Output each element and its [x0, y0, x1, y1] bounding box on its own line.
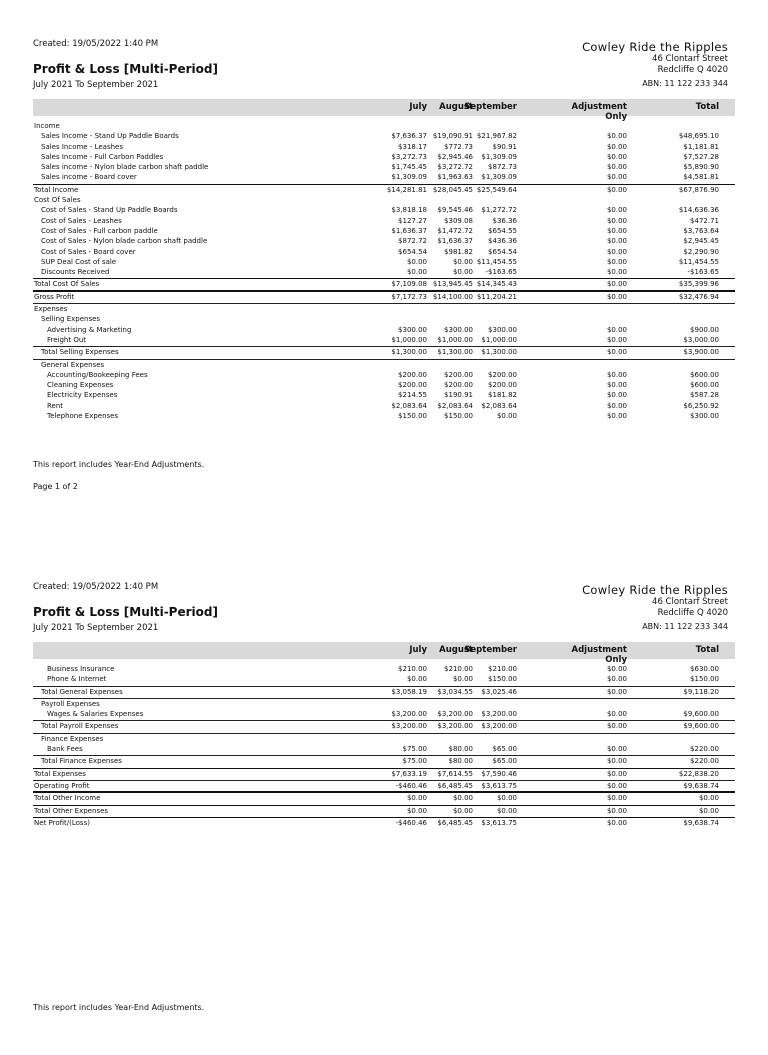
row-value: $1,636.37 [391, 226, 427, 235]
company-abn: ABN: 11 122 233 344 [642, 622, 728, 631]
row-value: $1,181.81 [683, 142, 719, 151]
company-address-line2: Redcliffe Q 4020 [657, 65, 728, 75]
row-value: $1,309.09 [481, 152, 517, 161]
report-title: Profit & Loss [Multi-Period] [33, 62, 218, 76]
table-row [33, 370, 735, 380]
row-label: Net Profit/(Loss) [34, 818, 90, 827]
row-value: $0.00 [452, 675, 473, 684]
row-value: $0.00 [452, 268, 473, 277]
row-value: $32,476.94 [678, 292, 719, 301]
col-header-september: September [464, 102, 517, 112]
row-label: Sales Income - Full Carbon Paddles [41, 152, 164, 161]
row-label: SUP Deal Cost of sale [41, 257, 117, 266]
row-value: $0.00 [606, 325, 627, 334]
row-value: $7,527.28 [683, 152, 719, 161]
row-value: $11,454.55 [476, 257, 517, 266]
row-label: Total Selling Expenses [41, 348, 119, 357]
row-label: Total Other Expenses [34, 806, 109, 815]
row-value: $0.00 [606, 745, 627, 754]
table-row [33, 236, 735, 246]
row-value: $0.00 [606, 292, 627, 301]
row-value: $0.00 [606, 268, 627, 277]
row-value: $214.55 [398, 391, 427, 400]
row-value: $1,745.45 [391, 163, 427, 172]
table-row [33, 674, 735, 684]
row-value: $28,045.45 [432, 185, 473, 194]
row-value: $1,309.09 [481, 173, 517, 182]
row-value: $9,545.46 [437, 206, 473, 215]
row-value: $0.00 [606, 665, 627, 673]
row-value: $25,549.64 [476, 185, 517, 194]
row-label: Total Expenses [34, 769, 86, 778]
col-header-total: Total [695, 102, 719, 112]
row-label: Sales Income - Stand Up Paddle Boards [41, 132, 179, 141]
company-abn: ABN: 11 122 233 344 [642, 79, 728, 88]
row-label: Wages & Salaries Expenses [47, 710, 144, 719]
report-date-range: July 2021 To September 2021 [33, 623, 159, 633]
table-row [33, 780, 735, 791]
row-label: Business Insurance [47, 665, 115, 673]
row-value: $3,200.00 [437, 710, 473, 719]
row-value: -$460.46 [395, 818, 427, 827]
row-value: $80.00 [448, 757, 473, 766]
row-label: Phone & Internet [47, 675, 107, 684]
row-value: $80.00 [448, 745, 473, 754]
col-header-september: September [464, 645, 517, 655]
row-value: $200.00 [488, 370, 517, 379]
row-value: $0.00 [606, 757, 627, 766]
row-value: $300.00 [398, 325, 427, 334]
company-address-line2: Redcliffe Q 4020 [657, 608, 728, 618]
row-value: $2,945.46 [437, 152, 473, 161]
row-value: $3,763.64 [683, 226, 719, 235]
row-value: $21,967.82 [476, 132, 517, 141]
row-value: $900.00 [690, 325, 719, 334]
row-label: Cleaning Expenses [47, 381, 114, 390]
row-value: $300.00 [444, 325, 473, 334]
table-row [33, 152, 735, 162]
table-row [33, 172, 735, 182]
row-value: $0.00 [406, 257, 427, 266]
row-value: $7,109.08 [391, 280, 427, 289]
row-value: $0.00 [606, 769, 627, 778]
row-value: $3,000.00 [683, 335, 719, 344]
table-row [33, 411, 735, 421]
row-value: $22,838.20 [678, 769, 719, 778]
row-value: $36.36 [492, 216, 517, 225]
row-value: $200.00 [444, 381, 473, 390]
row-value: $210.00 [444, 665, 473, 673]
row-value: $1,272.72 [481, 206, 517, 215]
row-label: Gross Profit [34, 292, 75, 301]
table-row [33, 390, 735, 400]
row-value: $181.82 [488, 391, 517, 400]
row-value: $3,613.75 [481, 818, 517, 827]
row-label: Cost of Sales - Leashes [41, 216, 122, 225]
table-row [33, 401, 735, 411]
row-value: $2,083.64 [437, 401, 473, 410]
row-value: $0.00 [606, 412, 627, 421]
row-label: Cost of Sales - Nylon blade carbon shaft paddle [41, 237, 208, 246]
row-label: Sales Income - Leashes [41, 142, 124, 151]
row-value: $0.00 [452, 257, 473, 266]
row-value: $13,945.45 [432, 280, 473, 289]
company-block [582, 40, 728, 88]
table-row [33, 131, 735, 141]
created-stamp: Created: 19/05/2022 1:40 PM [33, 582, 159, 592]
row-value: $6,250.92 [683, 401, 719, 410]
table-row [33, 205, 735, 215]
row-value: $0.00 [606, 391, 627, 400]
row-value: $7,636.37 [391, 132, 427, 141]
row-value: $300.00 [690, 412, 719, 421]
row-label: Finance Expenses [41, 734, 104, 743]
report-page-2 [0, 543, 768, 1055]
row-value: $0.00 [406, 794, 427, 803]
table-row [33, 162, 735, 172]
row-value: $220.00 [690, 757, 719, 766]
row-value: $0.00 [606, 401, 627, 410]
row-value: $872.72 [398, 237, 427, 246]
company-address-line1: 46 Clontarf Street [652, 54, 728, 64]
row-value: $2,083.64 [391, 401, 427, 410]
report-rows [33, 121, 735, 421]
row-value: $220.00 [690, 745, 719, 754]
row-label: Payroll Expenses [41, 699, 100, 708]
table-row [33, 686, 735, 697]
row-value: $3,034.55 [437, 687, 473, 696]
row-value: $14,281.81 [386, 185, 427, 194]
row-value: $1,636.37 [437, 237, 473, 246]
row-value: $0.00 [606, 132, 627, 141]
row-value: $150.00 [690, 675, 719, 684]
row-value: $2,083.64 [481, 401, 517, 410]
row-value: $0.00 [606, 152, 627, 161]
row-value: $981.82 [444, 247, 473, 256]
row-value: $0.00 [606, 206, 627, 215]
row-value: $6,485.45 [437, 781, 473, 790]
row-value: $630.00 [690, 665, 719, 673]
table-row [33, 791, 735, 803]
column-header-row [33, 642, 735, 665]
row-value: $3,272.73 [391, 152, 427, 161]
row-value: $9,118.20 [683, 687, 719, 696]
row-value: $14,345.43 [476, 280, 517, 289]
row-label: Cost of Sales - Full carbon paddle [41, 226, 158, 235]
row-value: $200.00 [488, 381, 517, 390]
row-value: $872.73 [488, 163, 517, 172]
row-value: $309.08 [444, 216, 473, 225]
row-value: $127.27 [398, 216, 427, 225]
row-value: $75.00 [402, 757, 427, 766]
row-value: $0.00 [606, 781, 627, 790]
row-value: $0.00 [606, 185, 627, 194]
row-value: $150.00 [488, 675, 517, 684]
row-value: $7,614.55 [437, 769, 473, 778]
table-row [33, 226, 735, 236]
row-value: $9,600.00 [683, 710, 719, 719]
row-label: Total Income [34, 185, 79, 194]
row-value: $472.71 [690, 216, 719, 225]
row-label: Freight Out [47, 335, 87, 344]
row-value: $0.00 [606, 142, 627, 151]
row-value: $1,472.72 [437, 226, 473, 235]
row-value: $65.00 [492, 757, 517, 766]
row-value: $1,300.00 [481, 348, 517, 357]
row-value: -$163.65 [485, 268, 517, 277]
row-value: $1,000.00 [481, 335, 517, 344]
table-row [33, 817, 735, 828]
table-row [33, 720, 735, 731]
row-value: $0.00 [496, 806, 517, 815]
row-value: $3,200.00 [481, 722, 517, 731]
table-row [33, 325, 735, 335]
table-row [33, 755, 735, 766]
row-value: $0.00 [606, 348, 627, 357]
row-value: $0.00 [606, 216, 627, 225]
footnote: This report includes Year-End Adjustments. [33, 1003, 205, 1012]
row-label: Advertising & Marketing [47, 325, 132, 334]
row-value: $19,090.91 [432, 132, 473, 141]
col-header-august: August [439, 645, 473, 655]
row-value: $150.00 [444, 412, 473, 421]
table-row [33, 698, 735, 709]
row-value: $3,272.72 [437, 163, 473, 172]
row-label: Rent [47, 401, 64, 410]
row-value: $210.00 [398, 665, 427, 673]
row-value: $0.00 [606, 257, 627, 266]
row-label: Sales income - Board cover [41, 173, 137, 182]
row-label: Total Cost Of Sales [34, 280, 100, 289]
table-row [33, 768, 735, 779]
row-value: $90.91 [492, 142, 517, 151]
row-value: $67,876.90 [678, 185, 719, 194]
row-label: Total Finance Expenses [41, 757, 122, 766]
row-label: Accounting/Bookeeping Fees [47, 370, 148, 379]
row-value: $587.28 [690, 391, 719, 400]
row-value: $300.00 [488, 325, 517, 334]
row-value: $654.54 [488, 247, 517, 256]
table-row [33, 335, 735, 345]
row-label: Cost Of Sales [34, 196, 81, 205]
row-value: $7,633.19 [391, 769, 427, 778]
row-label: Cost of Sales - Stand Up Paddle Boards [41, 206, 178, 215]
row-value: $9,638.74 [683, 781, 719, 790]
row-value: $3,200.00 [391, 710, 427, 719]
row-label: Discounts Received [41, 268, 110, 277]
row-value: $200.00 [444, 370, 473, 379]
table-row [33, 709, 735, 719]
row-value: $14,636.36 [678, 206, 719, 215]
row-label: Electricity Expenses [47, 391, 118, 400]
col-header-august: August [439, 102, 473, 112]
row-value: $9,638.74 [683, 818, 719, 827]
table-row [33, 314, 735, 324]
row-value: $0.00 [606, 226, 627, 235]
row-value: $0.00 [606, 675, 627, 684]
table-row [33, 121, 735, 131]
row-value: $3,200.00 [481, 710, 517, 719]
table-row [33, 733, 735, 744]
row-value: $0.00 [606, 687, 627, 696]
row-value: $654.55 [488, 226, 517, 235]
table-row [33, 267, 735, 277]
row-value: $3,900.00 [683, 348, 719, 357]
row-value: $0.00 [698, 794, 719, 803]
row-label: Sales income - Nylon blade carbon shaft paddle [41, 163, 209, 172]
row-label: Bank Fees [47, 745, 83, 754]
row-value: $0.00 [496, 794, 517, 803]
table-row [33, 346, 735, 357]
row-value: $3,058.19 [391, 687, 427, 696]
row-value: $0.00 [452, 794, 473, 803]
row-label: Telephone Expenses [47, 412, 119, 421]
table-row [33, 380, 735, 390]
row-value: $2,945.45 [683, 237, 719, 246]
row-value: $0.00 [606, 173, 627, 182]
table-row [33, 278, 735, 289]
company-block [582, 583, 728, 631]
row-value: $0.00 [606, 818, 627, 827]
row-value: $11,204.21 [476, 292, 517, 301]
row-value: $0.00 [606, 722, 627, 731]
row-label: Cost of Sales - Board cover [41, 247, 136, 256]
col-header-july: July [409, 645, 427, 655]
company-name: Cowley Ride the Ripples [582, 40, 728, 54]
row-label: Total General Expenses [41, 687, 123, 696]
table-row [33, 664, 735, 674]
row-value: $4,581.81 [683, 173, 719, 182]
table-row [33, 290, 735, 302]
col-header-total: Total [695, 645, 719, 655]
page-number: Page 1 of 2 [33, 482, 78, 491]
row-label: Total Payroll Expenses [41, 722, 119, 731]
column-header-row [33, 99, 735, 122]
table-row [33, 247, 735, 257]
row-value: $0.00 [606, 280, 627, 289]
report-title: Profit & Loss [Multi-Period] [33, 605, 218, 619]
table-row [33, 303, 735, 314]
row-value: $600.00 [690, 370, 719, 379]
report-page-1 [0, 0, 768, 512]
row-value: $65.00 [492, 745, 517, 754]
row-label: Expenses [34, 305, 68, 314]
row-value: $0.00 [606, 163, 627, 172]
row-value: $1,000.00 [437, 335, 473, 344]
row-value: $0.00 [606, 247, 627, 256]
row-value: $3,613.75 [481, 781, 517, 790]
row-label: Selling Expenses [41, 315, 101, 324]
row-value: $2,290.90 [683, 247, 719, 256]
row-value: $772.73 [444, 142, 473, 151]
table-row [33, 359, 735, 370]
company-address-line1: 46 Clontarf Street [652, 597, 728, 607]
row-value: $3,818.18 [391, 206, 427, 215]
row-value: -$163.65 [687, 268, 719, 277]
row-value: $0.00 [606, 710, 627, 719]
row-value: $7,172.73 [391, 292, 427, 301]
row-value: -$460.46 [395, 781, 427, 790]
table-row [33, 184, 735, 195]
col-header-adjustment: Adjustment Only [571, 645, 627, 665]
row-label: Income [34, 122, 60, 130]
row-value: $654.54 [398, 247, 427, 256]
table-row [33, 744, 735, 754]
row-value: $7,590.46 [481, 769, 517, 778]
row-value: $3,200.00 [391, 722, 427, 731]
table-row [33, 805, 735, 816]
row-value: $0.00 [452, 806, 473, 815]
row-value: $0.00 [406, 675, 427, 684]
table-row [33, 195, 735, 205]
footnote: This report includes Year-End Adjustments. [33, 460, 205, 469]
row-value: $600.00 [690, 381, 719, 390]
row-value: $1,000.00 [391, 335, 427, 344]
row-label: General Expenses [41, 360, 105, 369]
row-label: Operating Profit [34, 781, 90, 790]
row-value: $318.17 [398, 142, 427, 151]
row-value: $14,100.00 [432, 292, 473, 301]
row-value: $1,300.00 [391, 348, 427, 357]
table-row [33, 257, 735, 267]
row-value: $6,485.45 [437, 818, 473, 827]
row-value: $150.00 [398, 412, 427, 421]
row-value: $0.00 [606, 370, 627, 379]
row-value: $210.00 [488, 665, 517, 673]
row-value: $0.00 [698, 806, 719, 815]
row-value: $200.00 [398, 381, 427, 390]
row-value: $200.00 [398, 370, 427, 379]
row-value: $0.00 [606, 794, 627, 803]
row-value: $75.00 [402, 745, 427, 754]
row-value: $190.91 [444, 391, 473, 400]
row-value: $1,300.00 [437, 348, 473, 357]
row-value: $5,890.90 [683, 163, 719, 172]
row-value: $1,309.09 [391, 173, 427, 182]
row-value: $48,695.10 [678, 132, 719, 141]
row-value: $436.36 [488, 237, 517, 246]
row-value: $0.00 [606, 237, 627, 246]
row-label: Total Other Income [34, 794, 101, 803]
row-value: $1,963.63 [437, 173, 473, 182]
row-value: $11,454.55 [678, 257, 719, 266]
report-rows [33, 664, 735, 828]
report-date-range: July 2021 To September 2021 [33, 80, 159, 90]
report-table [33, 99, 735, 421]
row-value: $3,200.00 [437, 722, 473, 731]
row-value: $0.00 [406, 268, 427, 277]
row-value: $0.00 [496, 412, 517, 421]
row-value: $9,600.00 [683, 722, 719, 731]
created-stamp: Created: 19/05/2022 1:40 PM [33, 39, 159, 49]
table-row [33, 142, 735, 152]
row-value: $3,025.46 [481, 687, 517, 696]
row-value: $0.00 [606, 335, 627, 344]
row-value: $0.00 [406, 806, 427, 815]
col-header-july: July [409, 102, 427, 112]
col-header-adjustment: Adjustment Only [571, 102, 627, 122]
report-table [33, 642, 735, 828]
row-value: $0.00 [606, 381, 627, 390]
row-value: $0.00 [606, 806, 627, 815]
row-value: $35,399.96 [678, 280, 719, 289]
table-row [33, 216, 735, 226]
company-name: Cowley Ride the Ripples [582, 583, 728, 597]
